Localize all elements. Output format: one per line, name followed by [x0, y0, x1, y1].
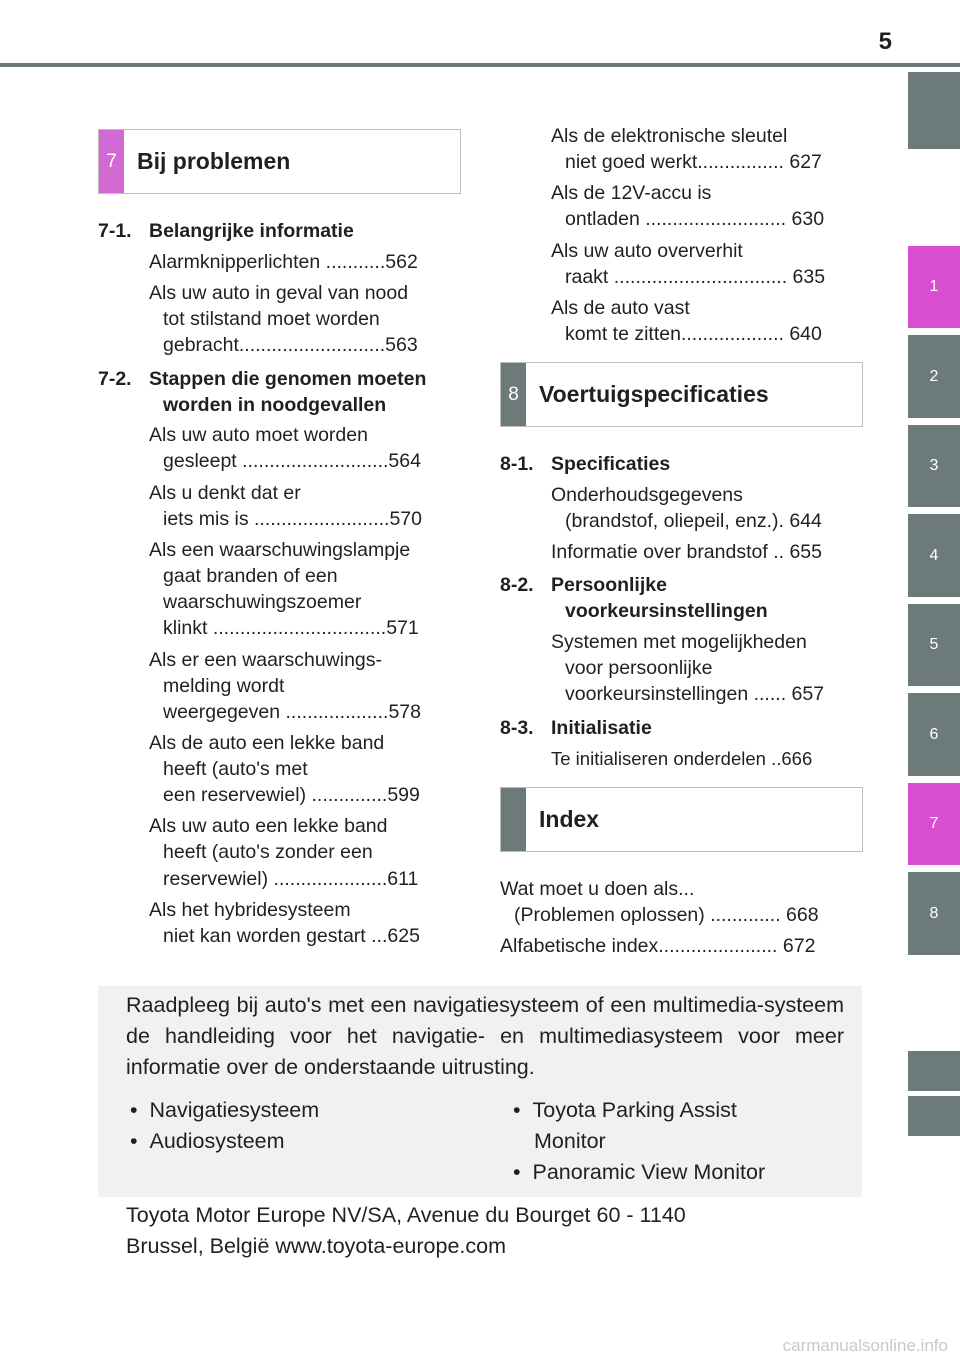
toc-entry-cont[interactable]: heeft (auto's met	[163, 758, 308, 780]
bullet-item: • Navigatiesysteem	[130, 1098, 320, 1122]
subsection-7-1-title: Belangrijke informatie	[149, 220, 354, 242]
section-8-title: Voertuigspecificaties	[539, 381, 769, 407]
toc-entry-cont[interactable]: iets mis is .........................570	[163, 508, 422, 530]
watermark: carmanualsonline.info	[782, 1336, 948, 1355]
toc-entry-cont[interactable]: ontladen .......................... 630	[565, 208, 825, 230]
toc-entry[interactable]: Informatie over brandstof .. 655	[551, 541, 822, 563]
bullet-item-cont: Monitor	[534, 1129, 606, 1153]
subsection-8-3-number: 8-3.	[500, 717, 534, 739]
info-text: Raadpleeg bij auto's met een navigatiesysteem of een multimedia-systeem de handleiding voor het navigatie- en multimediasysteem voor meer informatie over de onderstaande uitrusting.	[126, 993, 844, 1079]
toc-entry[interactable]: Als uw auto oververhit	[551, 240, 743, 262]
toc-entry-cont[interactable]: voorkeursinstellingen ...... 657	[565, 683, 825, 705]
index-marker	[501, 788, 526, 851]
toc-entry[interactable]: Als de elektronische sleutel	[551, 125, 788, 147]
toc-entry-cont[interactable]: reservewiel) .....................611	[163, 868, 419, 890]
bullet-item: • Panoramic View Monitor	[513, 1160, 766, 1184]
subsection-7-2-title-cont: worden in noodgevallen	[163, 394, 387, 416]
subsection-7-2-number: 7-2.	[98, 368, 132, 390]
bullet-item: • Audiosysteem	[130, 1129, 285, 1153]
toc-entry-cont[interactable]: niet kan worden gestart ...625	[163, 925, 420, 947]
toc-entry-cont[interactable]: gebracht...........................563	[163, 334, 418, 356]
index-title: Index	[539, 806, 600, 832]
section-8-heading	[500, 362, 863, 427]
subsection-8-3-title: Initialisatie	[551, 717, 652, 739]
toc-entry-cont[interactable]: een reservewiel) ..............599	[163, 784, 420, 806]
side-tab-5[interactable]: 5	[908, 604, 960, 686]
toc-entry-cont[interactable]: raakt ................................ 635	[565, 266, 826, 288]
toc-entry[interactable]: Als het hybridesysteem	[149, 899, 351, 921]
section-8-number: 8	[501, 363, 526, 426]
toc-entry-cont[interactable]: heeft (auto's zonder een	[163, 841, 373, 863]
toc-entry[interactable]: Als uw auto moet worden	[149, 424, 368, 446]
section-7-heading	[98, 129, 461, 194]
toc-entry[interactable]: Alfabetische index...................... 672	[500, 935, 816, 957]
toc-entry[interactable]: Systemen met mogelijkheden	[551, 631, 807, 653]
toc-entry-cont[interactable]: gesleept ...........................564	[163, 450, 421, 472]
toc-entry-cont[interactable]: voor persoonlijke	[565, 657, 713, 679]
section-7-title: Bij problemen	[137, 148, 291, 174]
toc-entry[interactable]: Alarmknipperlichten ...........562	[149, 251, 418, 273]
bullet-item: • Toyota Parking Assist	[513, 1098, 737, 1122]
toc-entry[interactable]: Als uw auto in geval van nood	[149, 282, 409, 304]
toc-entry[interactable]: Als de auto vast	[551, 297, 690, 319]
side-tab-blank-b[interactable]	[908, 1096, 960, 1136]
side-tab-1[interactable]: 1	[908, 246, 960, 328]
subsection-8-1-number: 8-1.	[500, 453, 534, 475]
subsection-7-1-number: 7-1.	[98, 220, 132, 242]
toc-entry-cont[interactable]: waarschuwingszoemer	[163, 591, 362, 613]
toc-entry-cont[interactable]: klinkt ................................571	[163, 617, 419, 639]
side-tab-8[interactable]: 8	[908, 872, 960, 955]
toc-entry-cont[interactable]: komt te zitten................... 640	[565, 323, 822, 345]
index-heading	[500, 787, 863, 852]
side-tab-7[interactable]: 7	[908, 783, 960, 865]
toc-entry-cont[interactable]: (brandstof, oliepeil, enz.). 644	[565, 510, 822, 532]
toc-entry[interactable]: Als de auto een lekke band	[149, 732, 385, 754]
toc-entry-cont[interactable]: gaat branden of een	[163, 565, 338, 587]
subsection-8-2-title-cont: voorkeursinstellingen	[565, 600, 768, 622]
publisher-address: Toyota Motor Europe NV/SA, Avenue du Bourget 60 - 1140	[126, 1203, 686, 1227]
side-tab-2[interactable]: 2	[908, 335, 960, 418]
page-number: 5	[878, 28, 892, 55]
side-tab-blank-top[interactable]	[908, 72, 960, 149]
toc-entry-cont[interactable]: niet goed werkt................ 627	[565, 151, 822, 173]
subsection-8-2-number: 8-2.	[500, 574, 534, 596]
toc-entry[interactable]: Wat moet u doen als...	[500, 878, 695, 900]
info-box	[98, 986, 862, 1197]
toc-entry[interactable]: Te initialiseren onderdelen ..666	[551, 748, 813, 769]
side-tab-4[interactable]: 4	[908, 514, 960, 597]
toc-entry-cont[interactable]: melding wordt	[163, 675, 285, 697]
toc-entry[interactable]: Als een waarschuwingslampje	[149, 539, 411, 561]
toc-entry[interactable]: Als de 12V-accu is	[551, 182, 712, 204]
toc-entry[interactable]: Als u denkt dat er	[149, 482, 301, 504]
toc-entry[interactable]: Als er een waarschuwings-	[149, 649, 383, 671]
publisher-website: Brussel, België www.toyota-europe.com	[126, 1234, 507, 1258]
toc-entry-cont[interactable]: (Problemen oplossen) ............. 668	[514, 904, 819, 926]
toc-entry-cont[interactable]: tot stilstand moet worden	[163, 308, 380, 330]
side-tab-blank-a[interactable]	[908, 1051, 960, 1091]
toc-entry[interactable]: Als uw auto een lekke band	[149, 815, 388, 837]
header-rule	[0, 63, 960, 67]
subsection-8-1-title: Specificaties	[551, 453, 671, 475]
subsection-7-2-title: Stappen die genomen moeten	[149, 368, 427, 390]
toc-entry[interactable]: Onderhoudsgegevens	[551, 484, 743, 506]
side-tab-3[interactable]: 3	[908, 425, 960, 507]
section-7-number: 7	[99, 130, 124, 193]
subsection-8-2-title: Persoonlijke	[551, 574, 667, 596]
side-tab-6[interactable]: 6	[908, 693, 960, 776]
toc-entry-cont[interactable]: weergegeven ...................578	[163, 701, 421, 723]
